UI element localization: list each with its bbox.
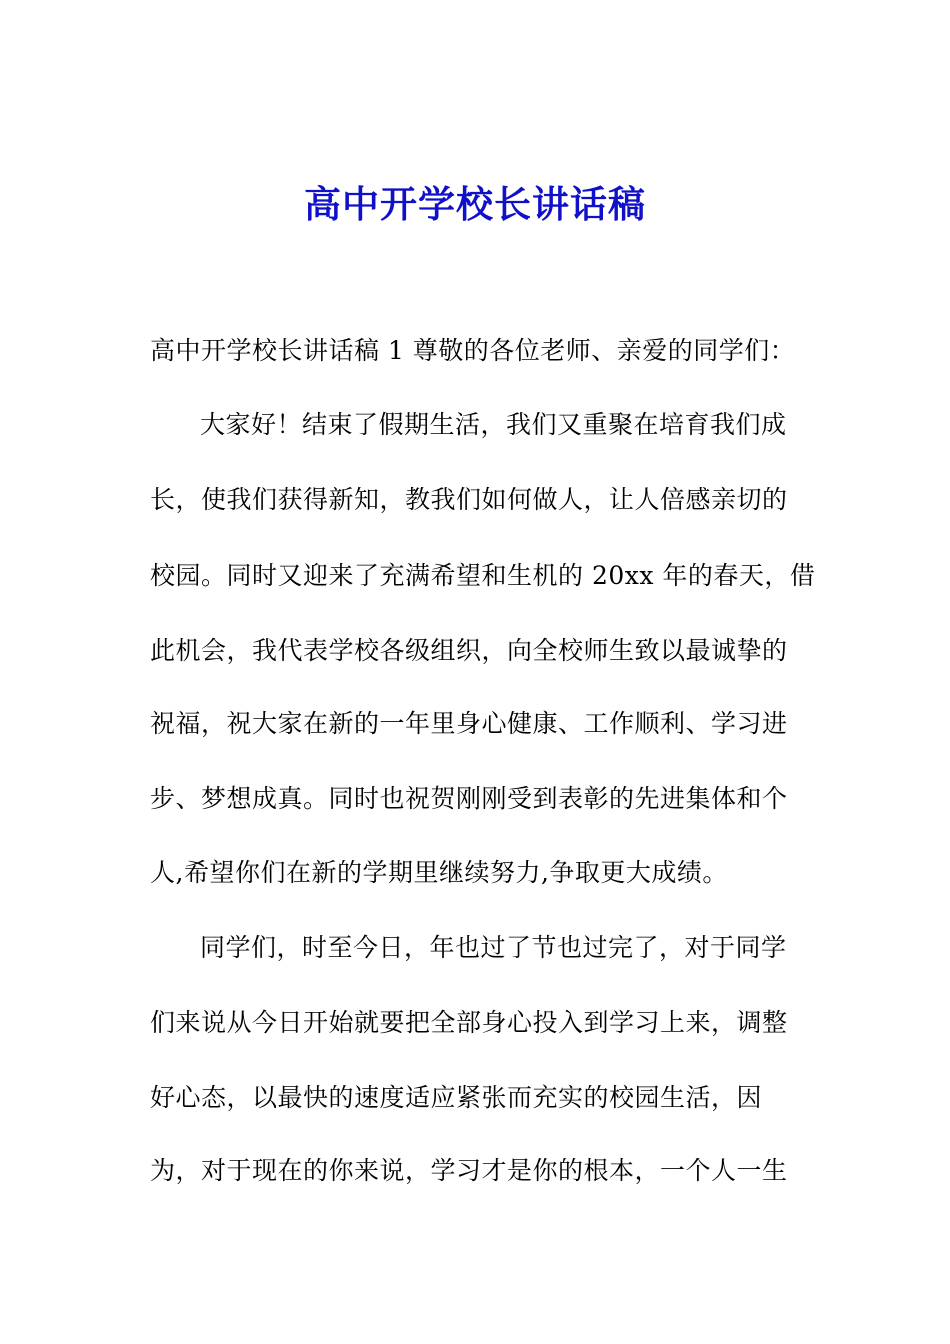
paragraph-line: 人,希望你们在新的学期里继续努力,争取更大成绩。 — [150, 858, 728, 887]
paragraph-line: 大家好！结束了假期生活，我们又重聚在培育我们成 — [200, 410, 787, 439]
paragraph-line: 们来说从今日开始就要把全部身心投入到学习上来，调整 — [150, 1008, 788, 1037]
paragraph-line: 同学们，时至今日，年也过了节也过完了，对于同学 — [200, 933, 787, 962]
paragraph-line: 校园。同时又迎来了充满希望和生机的 20xx 年的春天，借 — [150, 561, 816, 590]
document-title: 高中开学校长讲话稿 — [304, 182, 646, 226]
paragraph-line: 此机会，我代表学校各级组织，向全校师生致以最诚挚的 — [150, 636, 788, 665]
paragraph-line: 为，对于现在的你来说，学习才是你的根本，一个人一生 — [150, 1156, 788, 1185]
paragraph-line: 长，使我们获得新知，教我们如何做人，让人倍感亲切的 — [150, 485, 788, 514]
paragraph-line: 步、梦想成真。同时也祝贺刚刚受到表彰的先进集体和个 — [150, 784, 788, 813]
paragraph-line: 好心态，以最快的速度适应紧张而充实的校园生活，因 — [150, 1083, 763, 1112]
salutation-line: 高中开学校长讲话稿 1 尊敬的各位老师、亲爱的同学们： — [150, 336, 796, 365]
paragraph-line: 祝福，祝大家在新的一年里身心健康、工作顺利、学习进 — [150, 709, 788, 738]
